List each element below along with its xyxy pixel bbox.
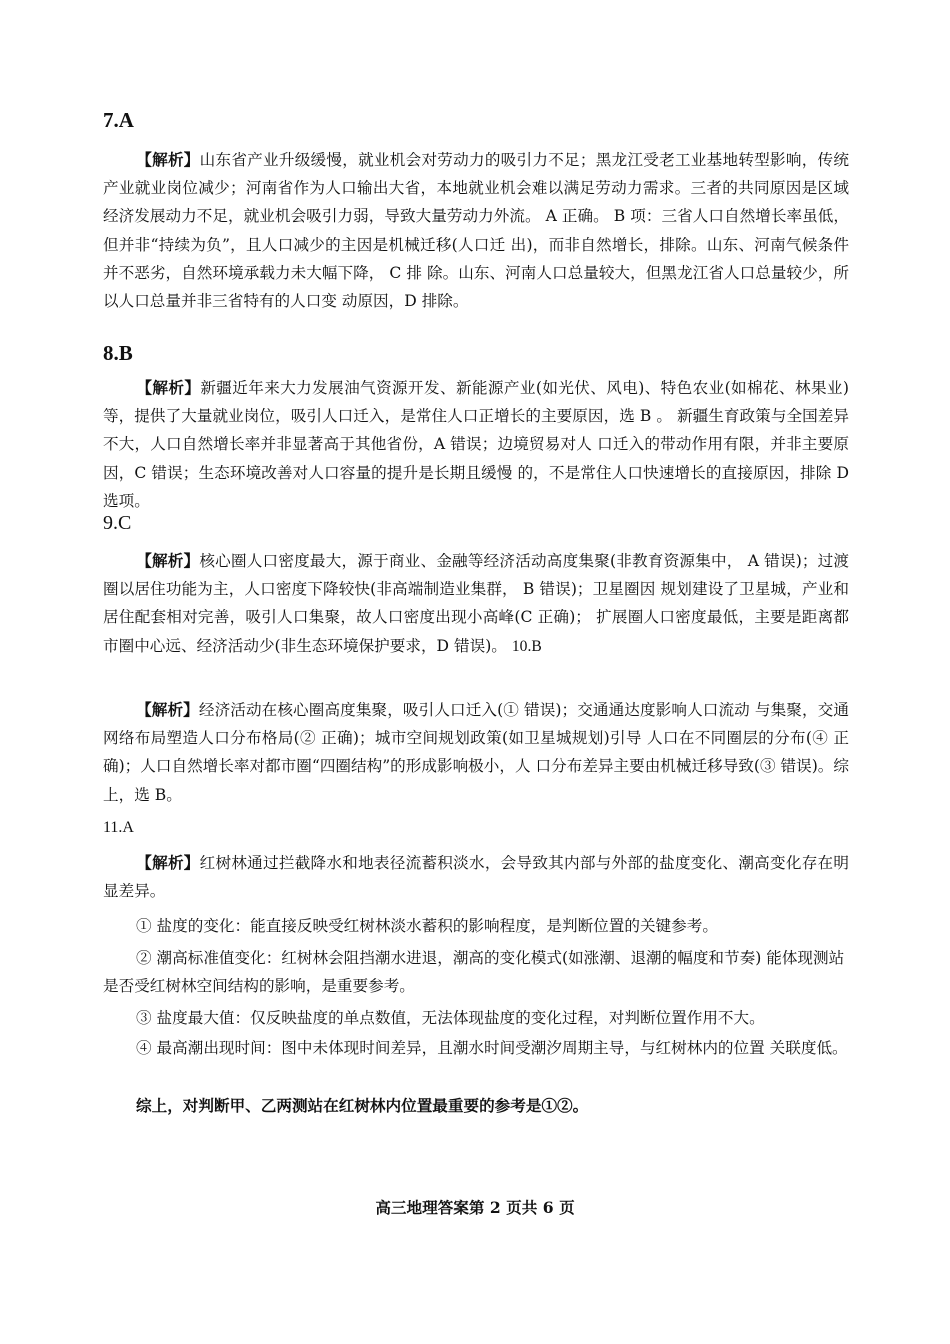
- q11-explanation: [103, 849, 849, 905]
- q9-text: 核心圈人口密度最大，源于商业、金融等经济活动高度集聚(非教育资源集中， A 错误)；过渡圈以居住功能为主，人口密度下降较快(非高端制造业集群， B 错误)；卫星圈因 规划建设了卫星城，产业和居住配套相对完善，吸引人口集聚，故人口密度出现小高峰(C 正确)； 扩展圈人口密度最低，主要是距离都市圈中心远、经济活动少(非生态环境保护要求，D 错误)。: [103, 552, 849, 655]
- q8-explanation: [103, 374, 849, 515]
- q11-item-3: ③ 盐度最大值：仅反映盐度的单点数值，无法体现盐度的变化过程，对判断位置作用不大。: [136, 1009, 765, 1027]
- q11-text: 红树林通过拦截降水和地表径流蓄积淡水，会导致其内部与外部的盐度变化、潮高变化存在明显差异。: [103, 854, 849, 901]
- q7-explanation: [103, 146, 849, 315]
- page-footer: 高三地理答案第 2 页共 6 页: [375, 1198, 575, 1217]
- q8-text: 新疆近年来大力发展油气资源开发、新能源产业(如光伏、风电)、特色农业(如棉花、林果业)等，提供了大量就业岗位，吸引人口迁入，是常住人口正增长的主要原因，选 B 。 新疆生育政策与全国差异不大，人口自然增长率并非显著高于其他省份，A 错误；边境贸易对人 口迁入的带动作用有限，并非主要原因，C 错误；生态环境改善对人口容量的提升是长期且缓慢 的，不是常住人口快速增长的直接原因，排除 D 选项。: [103, 379, 849, 510]
- q8-mark: 【解析】: [136, 378, 201, 397]
- q11-item-1: ① 盐度的变化：能直接反映受红树林淡水蓄积的影响程度，是判断位置的关键参考。: [136, 917, 718, 935]
- q7-heading: 7.A: [103, 108, 134, 132]
- q10-heading: 10.B: [511, 637, 542, 655]
- q10-explanation: [103, 696, 849, 809]
- q8-heading: 8.B: [103, 341, 133, 365]
- q11-mark: 【解析】: [136, 853, 200, 872]
- q11-item-4: ④ 最高潮出现时间：图中未体现时间差异，且潮水时间受潮汐周期主导，与红树林内的位置 关联度低。: [136, 1039, 848, 1057]
- q11-conclusion: 综上，对判断甲、乙两测站在红树林内位置最重要的参考是①②。: [136, 1096, 589, 1115]
- q10-mark: 【解析】: [136, 700, 199, 719]
- q11-heading: 11.A: [103, 819, 134, 836]
- q9-heading: 9.C: [103, 512, 132, 534]
- q7-mark: 【解析】: [136, 150, 200, 169]
- q10-text: 经济活动在核心圈高度集聚，吸引人口迁入(① 错误)；交通通达度影响人口流动 与集聚，交通网络布局塑造人口分布格局(② 正确)；城市空间规划政策(如卫星城规划)引导 人口在不同圈层的分布(④ 正确)；人口自然增长率对都市圈“四圈结构”的形成影响极小，人 口分布差异主要由机械迁移导致(③ 错误)。综上，选 B。: [103, 701, 849, 804]
- q9-explanation: [103, 547, 849, 661]
- q9-mark: 【解析】: [136, 551, 200, 570]
- q7-text: 山东省产业升级缓慢，就业机会对劳动力的吸引力不足；黑龙江受老工业基地转型影响，传统产业就业岗位减少；河南省作为人口输出大省，本地就业机会难以满足劳动力需求。三者的共同原因是区域经济发展动力不足，就业机会吸引力弱，导致大量劳动力外流。 A 正确。 B 项：三省人口自然增长率虽低，但并非“持续为负”，且人口减少的主因是机械迁移(人口迁 出)，而非自然增长，排除。山东、河南气候条件并不恶劣，自然环境承载力未大幅下降， C 排 除。山东、河南人口总量较大，但黑龙江省人口总量较少，所以人口总量并非三省特有的人口变 动原因，D 排除。: [103, 151, 849, 311]
- q11-item-2: ② 潮高标准值变化：红树林会阻挡潮水进退，潮高的变化模式(如涨潮、退潮的幅度和节奏) 能体现测站是否受红树林空间结构的影响，是重要参考。: [103, 949, 845, 996]
